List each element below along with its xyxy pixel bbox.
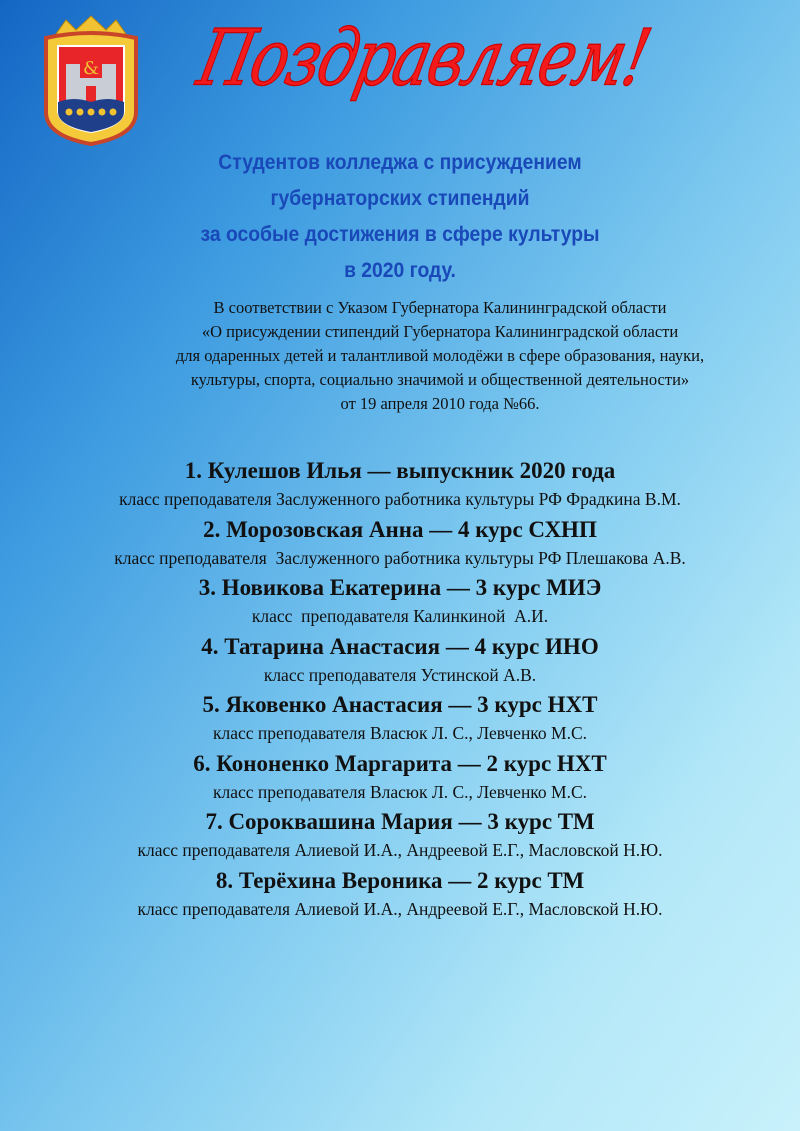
list-item [0,806,800,865]
student-name: 2. Морозовская Анна — 4 курс СХНП [203,516,597,542]
decree-line: от 19 апреля 2010 года №66. [340,394,540,413]
decree-line: «О присуждении стипендий Губернатора Калининградской области [201,322,679,341]
list-item [0,455,800,514]
list-item [0,514,800,573]
teacher-line: класс преподавателя Калинкиной А.И. [251,606,549,626]
student-name: 7. Сороквашина Мария — 3 курс ТМ [205,809,595,834]
teacher-line: класс преподавателя Устинской А.В. [263,664,537,685]
decree-line: культуры, спорта, социально значимой и общественной деятельности» [190,370,690,389]
decree-line: для одаренных детей и талантливой молодёжи в сфере образования, науки, [175,346,705,365]
list-item [0,748,800,807]
svg-text:&: & [82,58,100,79]
teacher-line: класс преподавателя Власюк Л. С., Левченко М.С. [212,723,588,743]
student-name: 4. Татарина Анастасия — 4 курс ИНО [201,633,599,659]
teacher-line: класс преподавателя Заслуженного работника культуры РФ Плешакова А.В. [114,547,686,568]
teacher-line: класс преподавателя Алиевой И.А., Андреевой Е.Г., Масловской Н.Ю. [137,840,663,860]
list-item [0,689,800,748]
teacher-line: класс преподавателя Заслуженного работника культуры РФ Фрадкина В.М. [119,489,681,509]
student-name: 1. Кулешов Илья — выпускник 2020 года [184,458,616,483]
greeting-heading: Поздравляем! [190,12,657,104]
student-name: 8. Терёхина Вероника — 2 курс ТМ [215,867,585,893]
title-line: губернаторских стипендий [270,187,530,210]
title-line: за особые достижения в сфере культуры [200,223,600,246]
title-line: в 2020 году. [344,259,456,282]
decree-line: В соответствии с Указом Губернатора Калининградской области [213,298,667,317]
student-list [0,455,800,923]
list-item [0,572,800,631]
teacher-line: класс преподавателя Алиевой И.А., Андреевой Е.Г., Масловской Н.Ю. [137,898,663,919]
decree-paragraph [0,296,800,416]
student-name: 3. Новикова Екатерина — 3 курс МИЭ [198,575,602,600]
list-item [0,631,800,690]
title-line: Студентов колледжа с присуждением [218,151,582,174]
announcement-title [32,145,768,289]
teacher-line: класс преподавателя Власюк Л. С., Левченко М.С. [212,781,588,802]
kaliningrad-coat-of-arms-icon [36,12,146,148]
student-name: 5. Яковенко Анастасия — 3 курс НХТ [202,692,598,717]
list-item [0,865,800,924]
student-name: 6. Кононенко Маргарита — 2 курс НХТ [193,750,607,776]
